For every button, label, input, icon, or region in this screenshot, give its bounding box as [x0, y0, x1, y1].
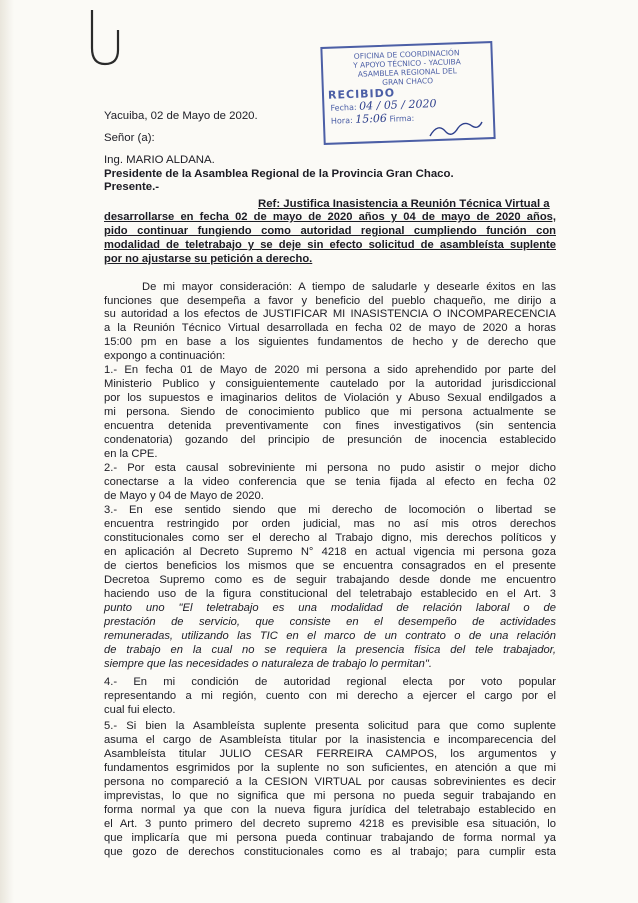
body-line: Ministerio Publico y consiguientemente cautelado por la autoridad jurisdiccional [104, 378, 556, 390]
body-line: haciendo uso de la figura constitucional del teletrabajo establecido en el Art. 3 [104, 588, 556, 600]
body-line: prestación de servicio, que consiste en el desempeño de actividades [104, 616, 556, 628]
body-line: en aplicación al Decreto Supremo N° 4218 en actual vigencia mi persona goza [104, 546, 556, 558]
body-line: que gozo de derechos constitucionales como es al trabajo; para cumplir esta [104, 846, 556, 858]
body-line: representando a mi región, cuento con mi derecho a ejercer el cargo por el [104, 690, 556, 702]
body-line: Decretoa Supremo como es de seguir trabajando desde donde me encuentro [104, 574, 556, 586]
body-line: mi persona. Siendo de conocimiento publico que mi persona actualmente se [104, 406, 556, 418]
body-line: encuentra detenida preventivamente con fines investigativos (sin sentencia [104, 420, 556, 432]
body-line: 5.- Si bien la Asambleísta suplente presenta solicitud para que como suplente [104, 720, 556, 732]
body-line: en la CPE. [104, 448, 158, 460]
stamp-received: RECIBIDO [327, 86, 396, 102]
stamp-time-value: 15:06 [355, 111, 388, 126]
body-line: condenatoria) gozando del principio de presunción de inocencia establecido [104, 434, 556, 446]
body-line: 2.- Por esta causal sobreviniente mi persona no pudo asistir o mejor dicho [104, 462, 556, 474]
body-line: de Mayo y 04 de Mayo de 2020. [104, 490, 264, 502]
body-line: siempre que las necesidades o naturaleza de trabajo lo permitan". [104, 658, 432, 670]
handwritten-signature [428, 118, 484, 140]
body-line: Asambleísta titular JULIO CESAR FERREIRA CAMPOS, los argumentos y [104, 748, 556, 760]
stamp-office-line1: OFICINA DE COORDINACIÓN [353, 48, 460, 61]
body-line: punto uno "El teletrabajo es una modalidad de relación laboral o de [104, 602, 556, 614]
body-line: de trabajo en la cual no se requiera la presencia física del tele trabajador, [104, 644, 556, 656]
stamp-date-value: 04 / 05 / 2020 [358, 97, 437, 113]
body-line: fundamentos esgrimidos por la suplente no son suficientes, en atención a que mi [104, 762, 556, 774]
page-edge-shadow [0, 0, 14, 903]
stamp-office-line4: GRAN CHACO [382, 76, 434, 87]
body-line: que implicaría que mi persona pueda continuar trabajando de forma normal ya [104, 832, 556, 844]
body-line: 3.- En ese sentido siendo que mi derecho de locomoción o libertad se [104, 504, 556, 516]
body-line: 4.- En mi condición de autoridad regional electa por voto popular [104, 676, 556, 688]
body-line: su autoridad a los efectos de JUSTIFICAR MI INASISTENCIA O INCOMPARECENCIA [104, 308, 556, 320]
body-line: forma normal ya que con la nueva figura jurídica del teletrabajo establecido en [104, 804, 556, 816]
ref-line-1: Ref: Justifica Inasistencia a Reunión Técnica Virtual a [258, 198, 550, 210]
body-line: expongo a continuación: [104, 350, 226, 362]
recipient-name: Ing. MARIO ALDANA. [104, 154, 215, 166]
body-line: por los supuestos e imaginarios delitos de Violación y Abuso Sexual endilgados a [104, 392, 556, 404]
body-line: encuentra restringido por orden judicial, mas no así mis otros derechos [104, 518, 556, 530]
ref-line-3: pido continuar fungiendo como autoridad regional cumpliendo función con [104, 225, 556, 237]
stamp-time-label: Hora: [330, 115, 353, 126]
body-line: remuneradas, utilizando las TIC en el marco de un contrato o de una relación [104, 630, 556, 642]
body-line: persona no compareció a la CESION VIRTUAL por causas sobrevinientes es decir [104, 776, 556, 788]
stamp-date-label: Fecha: [330, 102, 357, 113]
body-line: funciones que desempeña a favor y beneficio del pueblo chaqueño, me dirijo a [104, 295, 556, 307]
ref-line-5: por no ajustarse su petición a derecho. [104, 253, 313, 265]
stamp-office-line2: Y APOYO TÉCNICO - YACUIBA [352, 57, 461, 70]
body-line: De mi mayor consideración: A tiempo de saludarle y desearle éxitos en las [142, 281, 556, 293]
staple-mark-icon [88, 8, 122, 68]
salutation: Señor (a): [104, 132, 155, 144]
body-line: el Art. 3 punto primero del decreto supremo 4218 es previsible esa situación, lo [104, 818, 556, 830]
stamp-office-line3: ASAMBLEA REGIONAL DEL [357, 66, 457, 79]
body-line: de ciertos beneficios los mismos que se encuentra consagrados en el presente [104, 560, 556, 572]
place-date: Yacuiba, 02 de Mayo de 2020. [104, 110, 258, 122]
body-line: 15:00 pm en base a los siguientes fundamentos de hecho y de derecho que [104, 336, 556, 348]
body-line: a la Reunión Técnico Virtual desarrollada en fecha 02 de mayo de 2020 a horas [104, 322, 556, 334]
ref-line-2: desarrollarse en fecha 02 de mayo de 2020 años y 04 de mayo de 2020 años, [104, 211, 556, 223]
body-line: 1.- En fecha 01 de Mayo de 2020 mi persona a sido aprehendido por parte del [104, 364, 556, 376]
recipient-title: Presidente de la Asamblea Regional de la Provincia Gran Chaco. [104, 168, 454, 180]
body-line: constitucionales como ser el derecho al Trabajo digno, mis derechos políticos y [104, 532, 556, 544]
body-line: imprevistas, lo que no significa que mi persona no pueda seguir trabajando en [104, 790, 556, 802]
stamp-signature-label: Firma: [389, 113, 415, 124]
body-line: conectarse a la video conferencia que se tenia fijada al efecto en fecha 02 [104, 476, 556, 488]
presente: Presente.- [104, 181, 160, 193]
body-line: asuma el cargo de Asambleísta titular por la inasistencia e incomparecencia del [104, 734, 556, 746]
ref-line-4: modalidad de teletrabajo y se deje sin efecto solicitud de asambleísta suplente [104, 239, 556, 251]
body-line: cual fui electo. [104, 704, 176, 716]
